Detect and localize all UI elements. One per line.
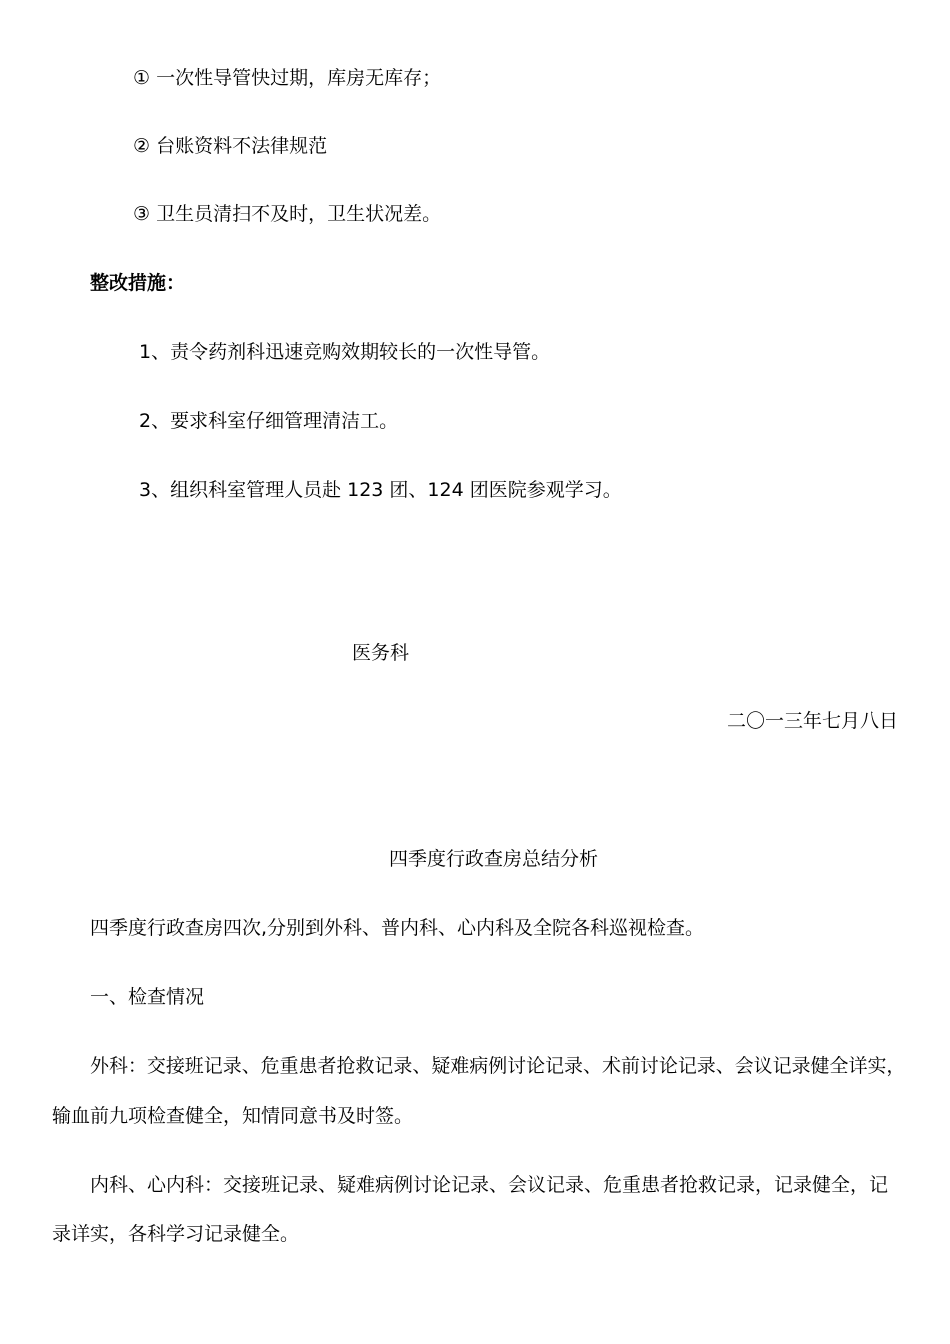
measure-item-1: 1、责令药剂科迅速竞购效期较长的一次性导管。: [139, 341, 551, 363]
measures-heading: 整改措施：: [90, 272, 186, 294]
issue-item-1: ① 一次性导管快过期，库房无库存；: [133, 67, 442, 89]
internal-paragraph-line2: 录详实，各科学习记录健全。: [52, 1223, 300, 1245]
surgery-paragraph-line1: 外科：交接班记录、危重患者抢救记录、疑难病例讨论记录、术前讨论记录、会议记录健全详实，: [90, 1055, 906, 1077]
signature-date: 二〇一三年七月八日: [726, 710, 898, 732]
report-title: 四季度行政查房总结分析: [389, 848, 599, 870]
signature-department: 医务科: [352, 642, 410, 664]
issue-item-3: ③ 卫生员清扫不及时，卫生状况差。: [133, 203, 442, 225]
measure-item-3: 3、组织科室管理人员赴 123 团、124 团医院参观学习。: [139, 479, 622, 501]
issue-item-2: ② 台账资料不法律规范: [133, 135, 328, 157]
surgery-paragraph-line2: 输血前九项检查健全，知情同意书及时签。: [52, 1105, 414, 1127]
internal-paragraph-line1: 内科、心内科：交接班记录、疑难病例讨论记录、会议记录、危重患者抢救记录，记录健全，记: [90, 1174, 889, 1196]
measure-item-2: 2、要求科室仔细管理清洁工。: [139, 410, 399, 432]
section1-heading: 一、检查情况: [90, 986, 205, 1008]
report-intro: 四季度行政查房四次,分别到外科、普内科、心内科及全院各科巡视检查。: [90, 917, 705, 939]
